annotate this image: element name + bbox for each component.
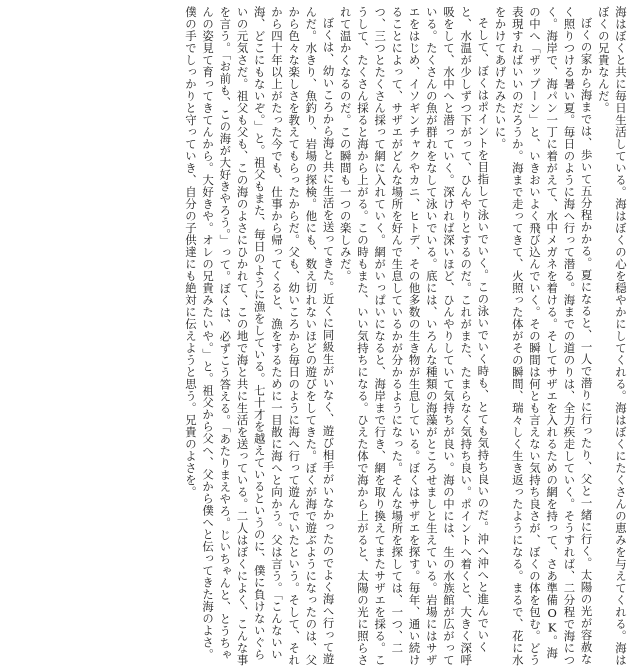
- paragraph-1: 海はぼくと共に毎日生活している。海はぼくの心を穏やかにしてくれる。海はぼくにたくさんの恵みを与えてくれる。海はぼくの兄貴なんだ。: [596, 6, 628, 666]
- paragraph-3: そして、ぼくはポイントを目指して泳いでいく。この泳いでいく時も、とても気持ち良いのだ。沖へ沖へと進んでいくと、水温が少しずつ下がって、ひんやりとするのだ。これがまた、たまらなく気持ち良い。ポイントへ着くと、大きく深呼吸をして、水中へと潜っていく。深ければ深いほど、ひんやりしていて気持ちが良い。海の中には、生の水族館が広がっている。たくさんの魚が群れをなして泳いでいる。底には、いろんな種類の海藻がところせましと生えている。岩場にはサザエをはじめ、イソギンチャクやカニ、ヒトデ、その他多数の生き物が生息している。ぼくはサザエを探す。毎年、通い続けることによって、サザエがどんな場所を好んで生息しているかが分かるようになった。そんな場所を探しては、一つ、二つ、三つとたくさん採って網に入れていく。網がいっぱいになると、海岸まで行き、網を取り換えてまたサザエを採る。こうして、たくさん採ると海から上がる。この時もまた、いい気持ちになる。ひえた体で海から上がると、太陽の光に照らされて温かくなるのだ。この瞬間も一つの楽しみだ。: [338, 6, 491, 666]
- paragraph-2: ぼくの家から海までは、歩いて五分程かかる。夏になると、一人で潜りに行ったり、父と一緒に行く。太陽の光が容赦なく照りつける暑い夏。毎日のように海へ行って潜る。海までの道のりは、全力疾走していく。そうすれば、二分程で海につく。海岸で、海パン一丁に着がえて、水中メガネを着ける。そしてサザエを入れるための網を持って、さあ準備OK。海の中へ「ザップーン」と、いきおいよく飛び込んでいく。その瞬間は何とも言えない気持ち良さが、ぼくの体を包む。どう表現すればいいのだろうか。海まで走ってきて、火照った体がその瞬間、瑞々しく生き返ったようになる。まるで、花に水をかけてあげたみたいに。: [493, 6, 594, 666]
- paragraph-4: ぼくは、幼いころから海と共に生活を送ってきた。近くに同級生がいなく、遊び相手がいなかったのでよく海へ行って遊んだ。水きり、魚釣り、岩場の探検。他にも、数え切れないほどの遊びをしてきた。ぼくが海で遊ぶようになったのは、父から色々な楽しさを教えてもらったからだ。父も、幼いころから毎日のように海へ行って遊んでいたという。そして、それから四十年以上がたった今でも、仕事から帰ってくると、漁をするために一目散に海へと向かう。父は言う。「こんないい海、どこにもないぞ。」と。祖父もまた、毎日のように漁をしている。七十才を越えているというのに、僕に負けないぐらいの元気さだ。祖父も父も、この海のよさにひかれて、この地で海と共に生活を送っている。二人はぼくによく、こんな事を言う。「お前も、この海が大好きやろう。」って。ぼくは、必ずこう答える。「あたりまえやろ。じいちゃんと、とうちゃんの姿見て育ってきてんから。大好きや。オレの兄貴みたいや。」と。祖父から父へ、父から僕へと伝ってきた海のよさ。僕の手でしっかりと守っていき、自分の子供達にも絶対に伝えようと思う。兄貴のよさを。: [183, 6, 336, 666]
- essay-body: [182, 6, 629, 666]
